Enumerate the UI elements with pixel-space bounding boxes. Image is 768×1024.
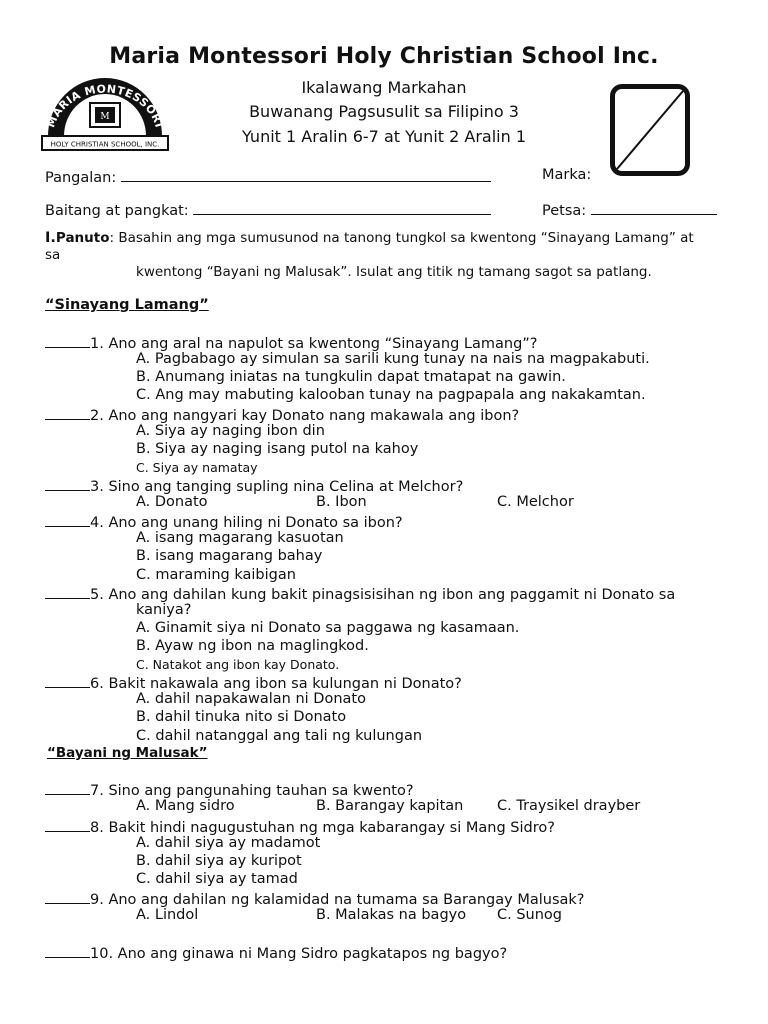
question-3 [45,476,463,495]
q6-choice-c: C. dahil natanggal ang tali ng kulungan [136,728,423,744]
grade-section-label: Baitang at pangkat: [45,203,189,219]
instructions-number: I. [45,230,56,246]
q2-choice-c: C. Siya ay namatay [136,460,258,475]
question-5-text-wrap: kaniya? [136,602,192,618]
instructions-text-wrap: sa [45,247,61,263]
q1-choice-c: C. Ang may mabuting kalooban tunay na pagpapala ang nakakamtan. [136,387,646,403]
q7-choice-b: B. Barangay kapitan [316,798,464,814]
grade-box [610,84,690,176]
question-7 [45,780,414,799]
q1-choice-a: A. Pagbabago ay simulan sa sarili kung tunay na nais na magpakabuti. [136,351,650,367]
question-1 [45,333,537,352]
q9-choice-b: B. Malakas na bagyo [316,907,467,923]
question-6-text: 6. Bakit nakawala ang ibon sa kulungan ni Donato? [90,676,462,692]
q4-choice-c: C. maraming kaibigan [136,567,296,583]
question-9 [45,889,584,908]
grade-section-blank[interactable] [193,200,491,215]
answer-blank-10[interactable] [45,943,90,958]
question-1-text: 1. Ano ang aral na napulot sa kwentong “Sinayang Lamang”? [90,336,538,352]
grade-box-slash [615,89,685,171]
q2-choice-a: A. Siya ay naging ibon din [136,423,325,439]
question-8-text: 8. Bakit hindi nagugustuhan ng mga kabarangay si Mang Sidro? [90,820,555,836]
question-6 [45,673,462,692]
q8-choice-b: B. dahil siya ay kuripot [136,853,302,869]
q7-choice-c: C. Traysikel drayber [497,798,641,814]
date-field[interactable] [542,200,717,219]
q5-choice-c: C. Natakot ang ibon kay Donato. [136,657,340,672]
question-2-text: 2. Ano ang nangyari kay Donato nang makawala ang ibon? [90,408,520,424]
q5-choice-b: B. Ayaw ng ibon na maglingkod. [136,638,369,654]
logo-arc-text: MARIA MONTESSORI [44,82,166,130]
answer-blank-4[interactable] [45,512,90,527]
question-10-text: 10. Ano ang ginawa ni Mang Sidro pagkatapos ng bagyo? [90,946,508,962]
answer-blank-6[interactable] [45,673,90,688]
section-title-sinayang-lamang: “Sinayang Lamang” [45,297,209,313]
logo-banner-text: HOLY CHRISTIAN SCHOOL, INC. [50,140,160,149]
q2-choice-b: B. Siya ay naging isang putol na kahoy [136,441,419,457]
date-label: Petsa: [542,203,587,219]
question-9-text: 9. Ano ang dahilan ng kalamidad na tumama sa Barangay Malusak? [90,892,585,908]
question-5 [45,584,675,603]
name-blank[interactable] [121,167,491,182]
answer-blank-1[interactable] [45,333,90,348]
question-4 [45,512,403,531]
q5-choice-a: A. Ginamit siya ni Donato sa paggawa ng kasamaan. [136,620,520,636]
q8-choice-a: A. dahil siya ay madamot [136,835,321,851]
answer-blank-3[interactable] [45,476,90,491]
question-2 [45,405,519,424]
name-field[interactable] [45,167,491,186]
date-blank[interactable] [591,200,717,215]
q4-choice-a: A. isang magarang kasuotan [136,530,344,546]
answer-blank-5[interactable] [45,584,90,599]
section-title-bayani-ng-malusak: “Bayani ng Malusak” [47,745,208,761]
q3-choice-a: A. Donato [136,494,208,510]
question-5-text: 5. Ano ang dahilan kung bakit pinagsisisihan ng ibon ang paggamit ni Donato sa [90,587,676,603]
marka-label: Marka: [542,167,592,183]
question-4-text: 4. Ano ang unang hiling ni Donato sa ibon? [90,515,403,531]
q8-choice-c: C. dahil siya ay tamad [136,871,298,887]
q7-choice-a: A. Mang sidro [136,798,235,814]
question-10 [45,943,507,962]
name-label: Pangalan: [45,170,117,186]
answer-blank-2[interactable] [45,405,90,420]
svg-text:M: M [100,112,110,122]
question-3-text: 3. Sino ang tanging supling nina Celina at Melchor? [90,479,464,495]
question-7-text: 7. Sino ang pangunahing tauhan sa kwento? [90,783,414,799]
q9-choice-c: C. Sunog [497,907,563,923]
question-8 [45,817,555,836]
answer-blank-8[interactable] [45,817,90,832]
coverage-title: Yunit 1 Aralin 6-7 at Yunit 2 Aralin 1 [241,127,527,146]
q1-choice-b: B. Anumang iniatas na tungkulin dapat tmatapat na gawin. [136,369,566,385]
instructions-text-2: kwentong “Bayani ng Malusak”. Isulat ang titik ng tamang sagot sa patlang. [136,264,652,280]
q6-choice-b: B. dahil tinuka nito si Donato [136,709,347,725]
q4-choice-b: B. isang magarang bahay [136,548,323,564]
q9-choice-a: A. Lindol [136,907,199,923]
answer-blank-9[interactable] [45,889,90,904]
school-name: Maria Montessori Holy Christian School Inc. [109,44,659,69]
grade-section-field[interactable] [45,200,491,219]
quarter-title: Ikalawang Markahan [301,78,467,97]
exam-title: Buwanang Pagsusulit sa Filipino 3 [249,102,519,121]
instructions-label: Panuto [55,230,110,246]
instructions-text: : Basahin ang mga sumusunod na tanong tungkol sa kwentong “Sinayang Lamang” at [109,230,694,246]
q3-choice-c: C. Melchor [497,494,574,510]
answer-blank-7[interactable] [45,780,90,795]
q6-choice-a: A. dahil napakawalan ni Donato [136,691,366,707]
q3-choice-b: B. Ibon [316,494,367,510]
instructions [45,230,694,246]
